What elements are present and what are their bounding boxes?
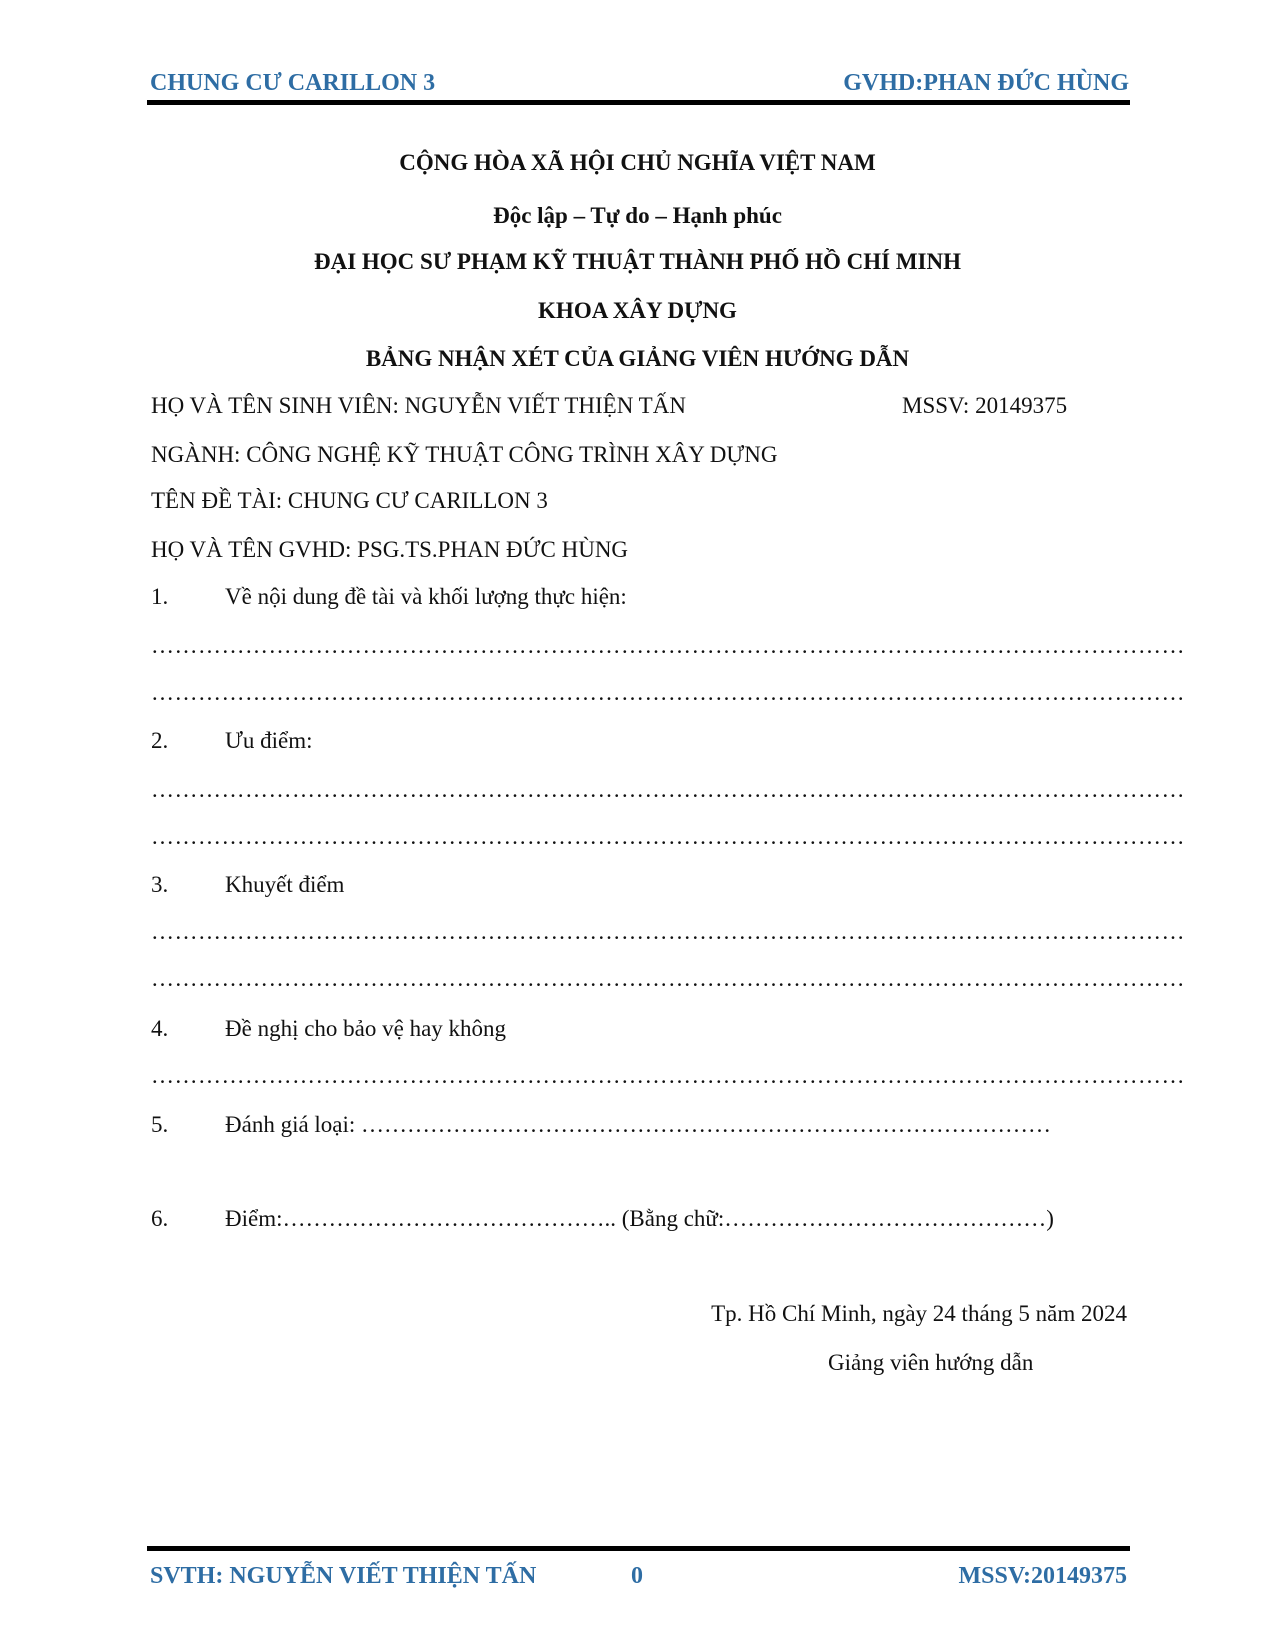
answer-line[interactable]: …………………………………………………………………………………………………………………… — [151, 1063, 1185, 1088]
header-rule — [147, 100, 1130, 105]
answer-line[interactable]: …………………………………………………………………………………………………………………… — [151, 919, 1185, 944]
answer-line[interactable]: …………………………………………………………………………………………………………………… — [151, 966, 1185, 991]
signature-date: Tp. Hồ Chí Minh, ngày 24 tháng 5 năm 2024 — [711, 1301, 1127, 1326]
title-faculty: KHOA XÂY DỰNG — [538, 298, 737, 323]
header-left: CHUNG CƯ CARILLON 3 — [150, 70, 436, 96]
answer-line[interactable]: …………………………………………………………………………………………………………………… — [151, 777, 1185, 802]
title-motto: Độc lập – Tự do – Hạnh phúc — [493, 203, 782, 228]
footer-mssv: MSSV:20149375 — [958, 1563, 1127, 1589]
footer-rule — [147, 1546, 1130, 1551]
advisor: HỌ VÀ TÊN GVHD: PSG.TS.PHAN ĐỨC HÙNG — [151, 537, 629, 562]
page-number: 0 — [631, 1563, 643, 1589]
title-form: BẢNG NHẬN XÉT CỦA GIẢNG VIÊN HƯỚNG DẪN — [365, 346, 910, 371]
header-right: GVHD:PHAN ĐỨC HÙNG — [843, 70, 1129, 96]
student-name: HỌ VÀ TÊN SINH VIÊN: NGUYỄN VIẾT THIỆN TẤN — [151, 393, 686, 418]
title-republic: CỘNG HÒA XÃ HỘI CHỦ NGHĨA VIỆT NAM — [399, 150, 876, 175]
topic: TÊN ĐỀ TÀI: CHUNG CƯ CARILLON 3 — [151, 488, 548, 513]
footer-student: SVTH: NGUYỄN VIẾT THIỆN TẤN — [150, 1563, 537, 1589]
answer-line[interactable]: …………………………………………………………………………………………………………………… — [151, 824, 1185, 849]
major: NGÀNH: CÔNG NGHỆ KỸ THUẬT CÔNG TRÌNH XÂY DỰNG — [151, 442, 778, 467]
answer-line[interactable]: …………………………………………………………………………………………………………………… — [151, 633, 1185, 658]
signature-role: Giảng viên hướng dẫn — [828, 1350, 1034, 1375]
title-university: ĐẠI HỌC SƯ PHẠM KỸ THUẬT THÀNH PHỐ HỒ CHÍ MINH — [313, 249, 962, 274]
answer-line[interactable]: …………………………………………………………………………………………………………………… — [151, 680, 1185, 705]
student-id: MSSV: 20149375 — [902, 393, 1068, 418]
